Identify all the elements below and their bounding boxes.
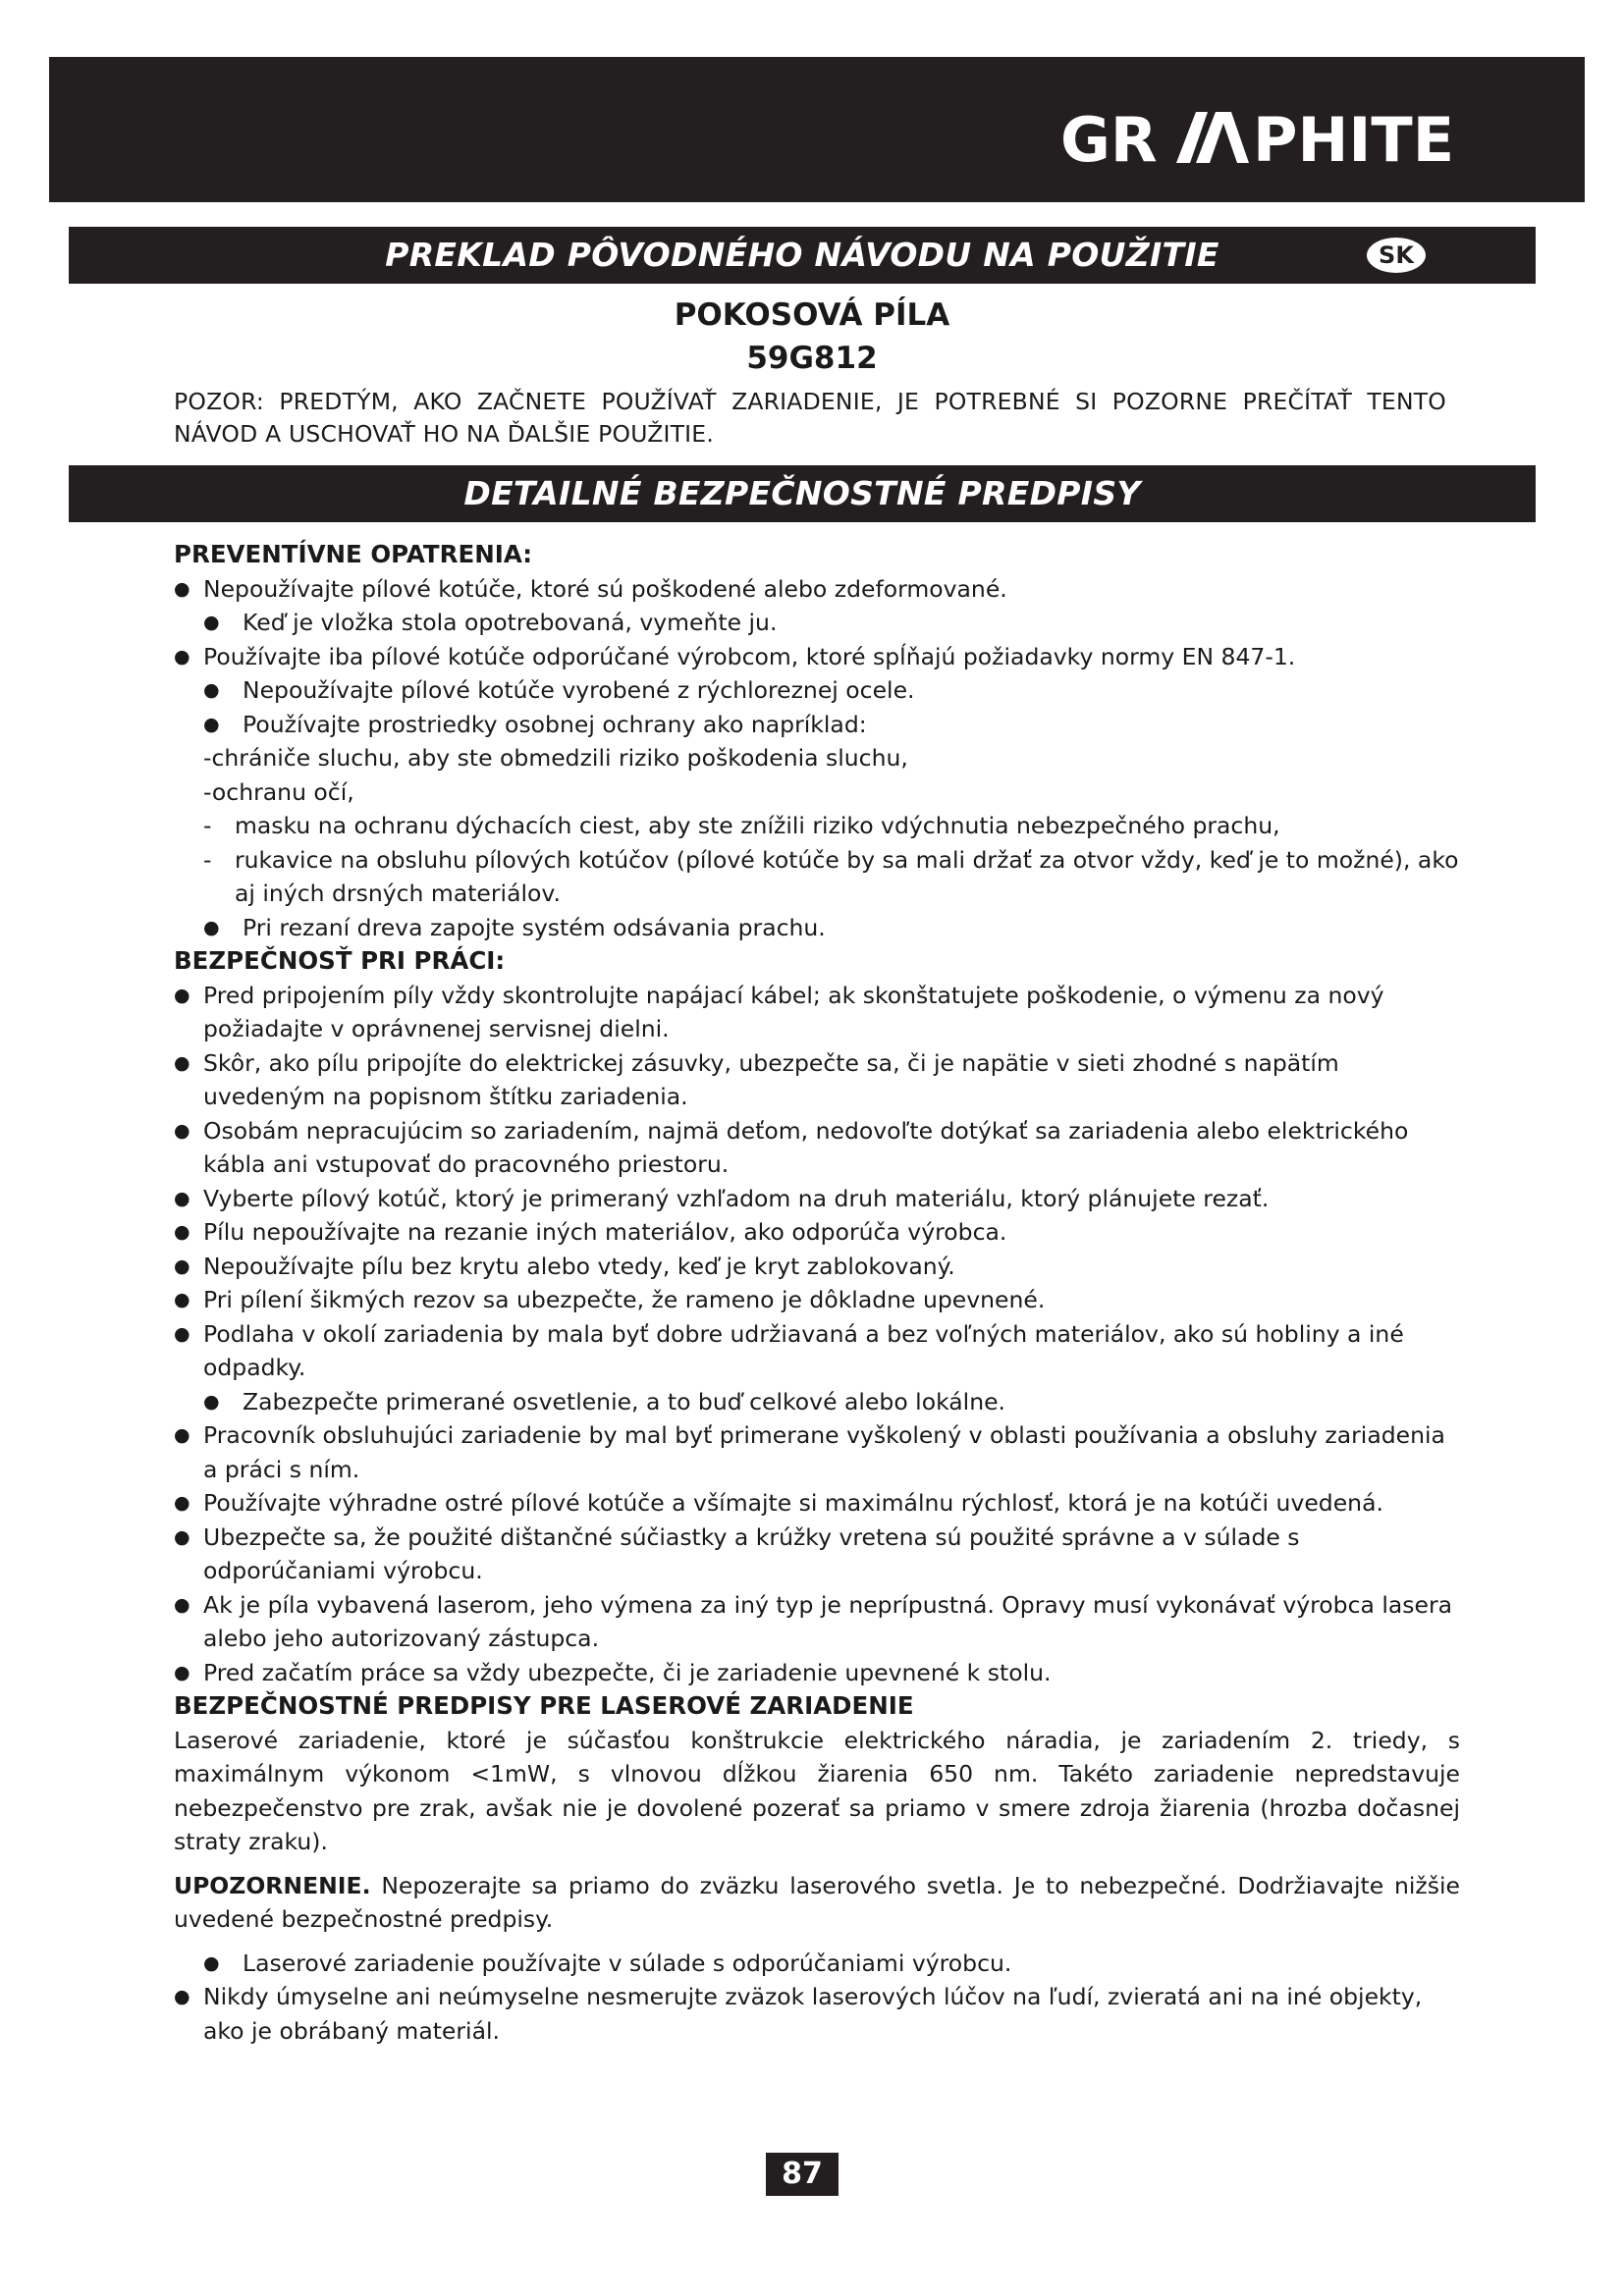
graphite-logo [1060,104,1455,176]
list-item: ● Keď je vložka stola opotrebovaná, vymeňte ju. [174,606,1460,640]
brand-header [49,57,1585,202]
page-number: 87 [766,2153,839,2196]
list-item: ● Skôr, ako pílu pripojíte do elektrickej zásuvky, ubezpečte sa, či je napätie v sieti zhodné s napätím uvedeným na popisnom štítku zariadenia. [174,1046,1460,1114]
list-item: ● Pri rezaní dreva zapojte systém odsávania prachu. [174,911,1460,945]
list-item: ● Pred pripojením píly vždy skontrolujte napájací kábel; ak skonštatujete poškodenie, o výmenu za nový požiadajte v oprávnenej servisnej dielni. [174,979,1460,1046]
sub-item: -ochranu očí, [203,777,354,806]
sub-item: - rukavice na obsluhu pílových kotúčov (pílové kotúče by sa mali držať za otvor vždy, keď je to možné), ako aj iných drsných materiálov. [174,843,1460,911]
work-safety-heading: BEZPEČNOSŤ PRI PRÁCI: [174,946,506,975]
laser-warning [174,1869,1460,1937]
dash-mark: - [203,845,212,874]
list-item: ● Nepoužívajte pílové kotúče, ktoré sú poškodené alebo zdeformované. [174,572,1460,607]
preventive-heading: PREVENTÍVNE OPATRENIA: [174,540,533,568]
safety-banner-text: DETAILNÉ BEZPEČNOSTNÉ PREDPISY [463,474,1141,512]
laser-warning-text: Nepozerajte sa priamo do zväzku laserového svetla. Je to nebezpečné. Dodržiavajte nižšie uvedené bezpečnostné predpisy. [174,1871,1460,1933]
list-item: ● Osobám nepracujúcim so zariadením, najmä deťom, nedovoľte dotýkať sa zariadenia alebo elektrického kábla ani vstupovať do pracovného priestoru. [174,1114,1460,1182]
product-model: 59G812 [746,341,878,376]
list-item: ● Podlaha v okolí zariadenia by mala byť dobre udržiavaná a bez voľných materiálov, ako sú hobliny a iné odpadky. [174,1317,1460,1385]
work-safety-list [174,979,1460,1690]
translation-banner [69,227,1536,284]
list-item: ● Nepoužívajte pílové kotúče vyrobené z rýchloreznej ocele. [174,673,1460,708]
read-manual-warning: POZOR: PREDTÝM, AKO ZAČNETE POUŽÍVAŤ ZARIADENIE, JE POTREBNÉ SI POZORNE PREČÍTAŤ TENTO NÁVOD A USCHOVAŤ HO NA ĎALŠIE POUŽITIE. [174,388,1446,448]
laser-heading: BEZPEČNOSTNÉ PREDPISY PRE LASEROVÉ ZARIADENIE [174,1691,914,1720]
document-body [174,538,1460,2048]
list-item: ● Ak je píla vybavená laserom, jeho výmena za iný typ je neprípustná. Opravy musí vykonávať výrobca lasera alebo jeho autorizovaný zástupca. [174,1588,1460,1656]
sub-item: - masku na ochranu dýchacích ciest, aby ste znížili riziko vdýchnutia nebezpečného prachu, [174,809,1460,843]
list-item: ● Vyberte pílový kotúč, ktorý je primeraný vzhľadom na druh materiálu, ktorý plánujete rezať. [174,1182,1460,1216]
list-item: ● Pílu nepoužívajte na rezanie iných materiálov, ako odporúča výrobca. [174,1215,1460,1250]
product-name: POKOSOVÁ PÍLA [674,297,950,333]
list-item: ● Laserové zariadenie používajte v súlade s odporúčaniami výrobcu. [174,1947,1460,1981]
dash-mark: - [203,812,212,839]
list-item: ● Používajte výhradne ostré pílové kotúče a všímajte si maximálnu rýchlosť, ktorá je na kotúči uvedená. [174,1486,1460,1521]
logo-text-right: PHITE [1253,104,1455,176]
list-item: ● Používajte iba pílové kotúče odporúčané výrobcom, ktoré spĺňajú požiadavky normy EN 847-1. [174,640,1460,674]
list-item: ● Ubezpečte sa, že použité dištančné súčiastky a krúžky vretena sú použité správne a v súlade s odporúčaniami výrobcu. [174,1521,1460,1588]
translation-banner-text: PREKLAD PÔVODNÉHO NÁVODU NA POUŽITIE [385,236,1219,274]
list-item: ● Pred začatím práce sa vždy ubezpečte, či je zariadenie upevnené k stolu. [174,1656,1460,1690]
laser-warning-label: UPOZORNENIE. [174,1871,371,1899]
safety-banner [69,465,1536,522]
list-item: ● Pracovník obsluhujúci zariadenie by mal byť primerane vyškolený v oblasti používania a obsluhy zariadenia a práci s ním. [174,1418,1460,1486]
language-badge: SK [1367,238,1426,273]
list-item: ● Zabezpečte primerané osvetlenie, a to buď celkové alebo lokálne. [174,1385,1460,1419]
preventive-list [174,572,1460,742]
logo-text-left: GR [1060,104,1158,176]
laser-list [174,1947,1460,2049]
preventive-list-end [174,911,1460,945]
sub-item: -chrániče sluchu, aby ste obmedzili riziko poškodenia sluchu, [203,744,908,772]
list-item: ● Nikdy úmyselne ani neúmyselne nesmerujte zväzok laserových lúčov na ľudí, zvieratá ani na iné objekty, ako je obrábaný materiál. [174,1980,1460,2048]
list-item: ● Používajte prostriedky osobnej ochrany ako napríklad: [174,708,1460,742]
logo-a-glyph [1176,112,1249,163]
list-item: ● Pri pílení šikmých rezov sa ubezpečte, že rameno je dôkladne upevnené. [174,1283,1460,1317]
list-item: ● Nepoužívajte pílu bez krytu alebo vtedy, keď je kryt zablokovaný. [174,1250,1460,1284]
laser-paragraph: Laserové zariadenie, ktoré je súčasťou konštrukcie elektrického náradia, je zariadením 2. triedy, s maximálnym výkonom <1mW, s vlnovou dĺžkou žiarenia 650 nm. Takéto zariadenie nepredstavuje nebezpečenstvo pre zrak, avšak nie je dovolené pozerať sa priamo v smere zdroja žiarenia (hrozba dočasnej straty zraku). [174,1726,1460,1855]
